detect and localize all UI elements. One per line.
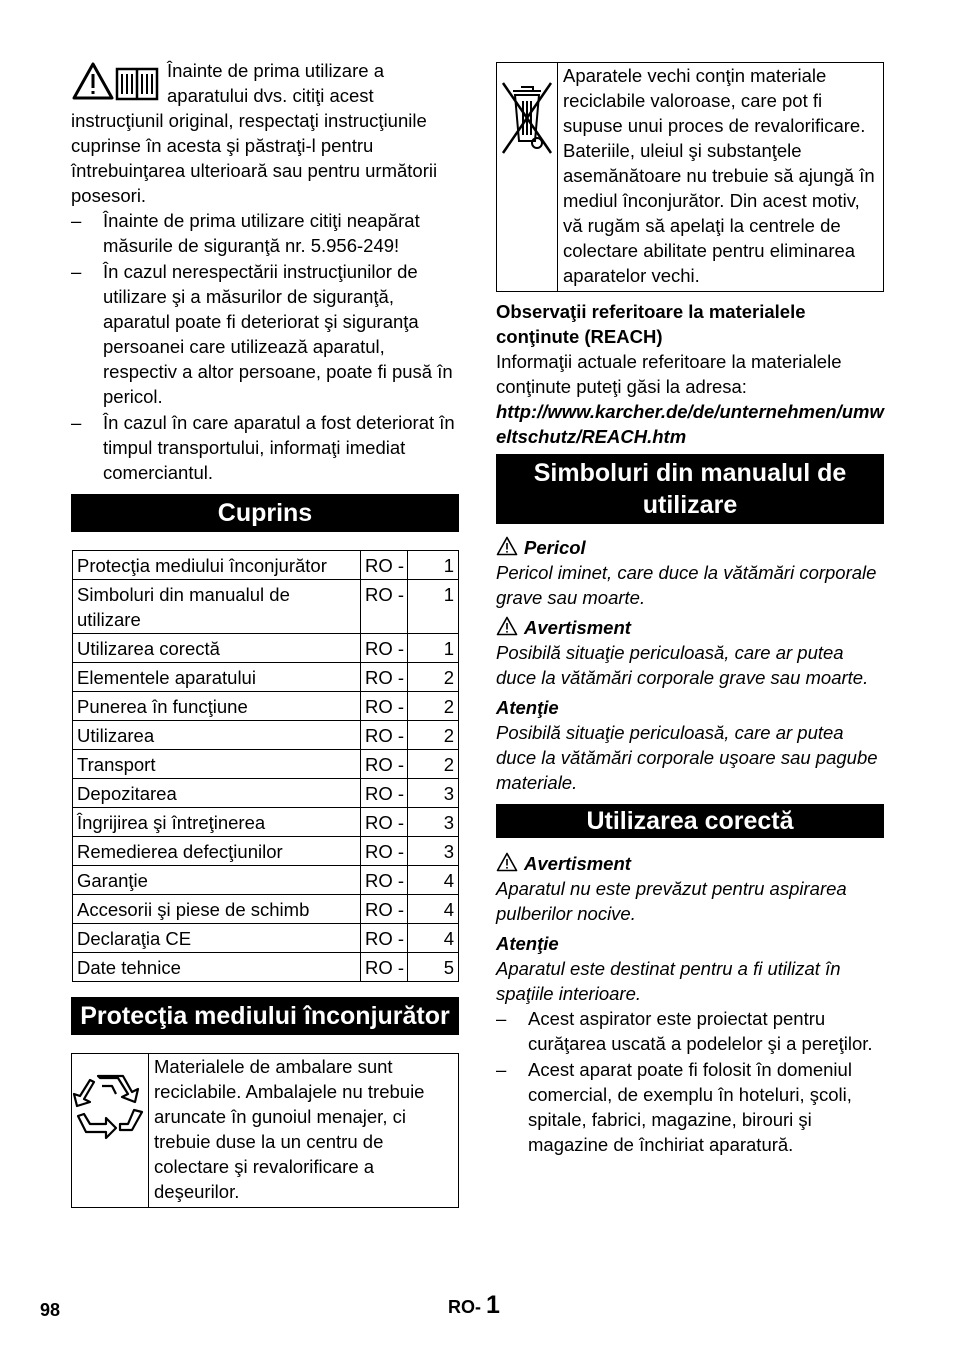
toc-prefix: RO - (361, 750, 408, 779)
toc-title: Utilizarea (73, 721, 361, 750)
atentie-text: Posibilă situaţie periculoasă, care ar putea duce la vătămări corporale uşoare sau pagube materiale. (496, 722, 878, 793)
toc-row[interactable] (73, 721, 459, 750)
bullet-item: – Înainte de prima utilizare citiţi neapărat măsurile de siguranţă nr. 5.956-249! (71, 208, 459, 258)
toc-prefix: RO - (361, 924, 408, 953)
toc-prefix: RO - (361, 837, 408, 866)
recycle-icon-cell (72, 1054, 149, 1207)
toc-title: Protecţia mediului înconjurător (73, 551, 361, 580)
toc-heading: Cuprins (71, 494, 459, 532)
avertisment-label-text: Avertisment (524, 617, 631, 638)
warning-read-manual-icon (71, 60, 159, 102)
toc-page: 3 (408, 837, 459, 866)
section-prefix: RO- (448, 1297, 481, 1317)
toc-page: 1 (408, 634, 459, 663)
section-page-number: 1 (486, 1291, 500, 1319)
toc-row[interactable] (73, 953, 459, 982)
toc-title: Accesorii şi piese de schimb (73, 895, 361, 924)
pericol-label (496, 535, 884, 560)
toc-row[interactable] (73, 692, 459, 721)
avertisment-text: Posibilă situaţie periculoasă, care ar putea duce la vătămări corporale grave sau moarte. (496, 642, 869, 688)
toc-prefix: RO - (361, 808, 408, 837)
toc-title: Garanţie (73, 866, 361, 895)
toc-title: Transport (73, 750, 361, 779)
recycle-icon (72, 1072, 148, 1142)
usage-avertisment-label-text: Avertisment (524, 853, 631, 874)
usage-atentie-text: Aparatul este destinat pentru a fi utilizat în spaţiile interioare. (496, 958, 841, 1004)
toc-prefix: RO - (361, 692, 408, 721)
toc-title: Declaraţia CE (73, 924, 361, 953)
reach-text: Informaţii actuale referitoare la materialele conţinute puteţi găsi la adresa: (496, 351, 842, 397)
toc-title: Date tehnice (73, 953, 361, 982)
toc-row[interactable] (73, 866, 459, 895)
crossed-bin-icon (497, 77, 557, 157)
toc-title: Punerea în funcţiune (73, 692, 361, 721)
usage-avertisment-text: Aparatul nu este prevăzut pentru aspirarea pulberilor nocive. (496, 878, 847, 924)
toc-prefix: RO - (361, 580, 408, 634)
toc-row[interactable] (73, 580, 459, 634)
environment-heading: Protecţia mediului înconjurător (71, 997, 459, 1035)
intro-paragraph (71, 58, 459, 208)
reach-title: Observaţii referitoare la materialele conţinute (REACH) (496, 301, 806, 347)
toc-row[interactable] (73, 895, 459, 924)
toc-prefix: RO - (361, 953, 408, 982)
usage-avertisment-label (496, 851, 884, 876)
toc-prefix: RO - (361, 721, 408, 750)
symbols-heading: Simboluri din manualul de utilizare (496, 454, 884, 524)
toc-prefix: RO - (361, 779, 408, 808)
warning-triangle-icon (496, 852, 518, 872)
toc-title: Utilizarea corectă (73, 634, 361, 663)
pericol-label-text: Pericol (524, 537, 586, 558)
toc-page: 1 (408, 551, 459, 580)
toc-page: 2 (408, 692, 459, 721)
toc-row[interactable] (73, 634, 459, 663)
recycle-text: Materialele de ambalare sunt reciclabile. Ambalajele nu trebuie aruncate în gunoiul menajer, ci trebuie duse la un centru de colectare şi revalorificare a deşeurilor. (154, 1056, 425, 1202)
page-number: 98 (40, 1300, 61, 1320)
bullet-item: – În cazul nerespectării instrucţiunilor de utilizare şi a măsurilor de siguranţă, aparatul poate fi deteriorat şi siguranţa persoanei care utilizează aparatul, respectiv a altor persoane, poate fi pusă în pericol. (71, 259, 459, 409)
toc-title: Depozitarea (73, 779, 361, 808)
toc-page: 2 (408, 663, 459, 692)
toc-row[interactable] (73, 808, 459, 837)
toc-page: 4 (408, 895, 459, 924)
toc-row[interactable] (73, 779, 459, 808)
weee-text: Aparatele vechi conţin materiale reciclabile valoroase, care pot fi supuse unui proces de revalorificare. Bateriile, uleiul şi substanţele asemănătoare nu trebuie să ajungă în mediul înconjurător. Din acest motiv, vă rugăm să apelaţi la centrele de colectare abilitate pentru eliminarea aparatelor vechi. (563, 65, 875, 286)
toc-title: Remedierea defecţiunilor (73, 837, 361, 866)
bullet-item: – În cazul în care aparatul a fost deteriorat în timpul transportului, informaţi imediat comerciantul. (71, 410, 459, 485)
warning-triangle-icon (496, 536, 518, 556)
toc-prefix: RO - (361, 634, 408, 663)
toc-page: 2 (408, 750, 459, 779)
recycle-box (71, 1053, 459, 1208)
toc-prefix: RO - (361, 663, 408, 692)
avertisment-label (496, 615, 884, 640)
toc-page: 1 (408, 580, 459, 634)
toc-title: Îngrijirea şi întreţinerea (73, 808, 361, 837)
intro-text: Înainte de prima utilizare a aparatului dvs. citiţi acest instrucţiunil original, respectaţi instrucţiunile cuprinse în acesta şi păstraţi-l pentru întrebuinţarea ulterioară sau pentru următorii posesori. (71, 60, 438, 206)
toc-title: Elementele aparatului (73, 663, 361, 692)
toc-page: 5 (408, 953, 459, 982)
toc-title: Simboluri din manualul de utilizare (73, 580, 361, 634)
toc-page: 4 (408, 866, 459, 895)
usage-heading: Utilizarea corectă (496, 804, 884, 838)
toc-prefix: RO - (361, 551, 408, 580)
weee-box (496, 62, 884, 292)
toc-page: 3 (408, 808, 459, 837)
usage-atentie-label: Atenţie (496, 933, 559, 954)
warning-triangle-icon (496, 616, 518, 636)
toc-prefix: RO - (361, 866, 408, 895)
toc-row[interactable] (73, 750, 459, 779)
toc-row[interactable] (73, 551, 459, 580)
reach-link[interactable]: http://www.karcher.de/de/unternehmen/umweltschutz/REACH.htm (496, 401, 884, 447)
weee-icon-cell (497, 63, 558, 291)
toc-page: 3 (408, 779, 459, 808)
right-column (496, 62, 884, 1157)
section-page-label (448, 1293, 500, 1320)
toc-row[interactable] (73, 837, 459, 866)
pericol-text: Pericol iminet, care duce la vătămări corporale grave sau moarte. (496, 562, 877, 608)
toc-prefix: RO - (361, 895, 408, 924)
toc-page: 2 (408, 721, 459, 750)
toc-page: 4 (408, 924, 459, 953)
toc-row[interactable] (73, 663, 459, 692)
usage-bullet-item: – Acest aspirator este proiectat pentru curăţarea uscată a podelelor şi a pereţilor. (496, 1006, 884, 1056)
toc-table (72, 550, 459, 982)
usage-bullet-item: – Acest aparat poate fi folosit în domeniul comercial, de exemplu în hoteluri, şcoli, spitale, fabrici, magazine, birouri şi magazine de închiriat aparatură. (496, 1057, 884, 1157)
toc-row[interactable] (73, 924, 459, 953)
left-column (71, 58, 459, 1208)
atentie-label: Atenţie (496, 697, 559, 718)
